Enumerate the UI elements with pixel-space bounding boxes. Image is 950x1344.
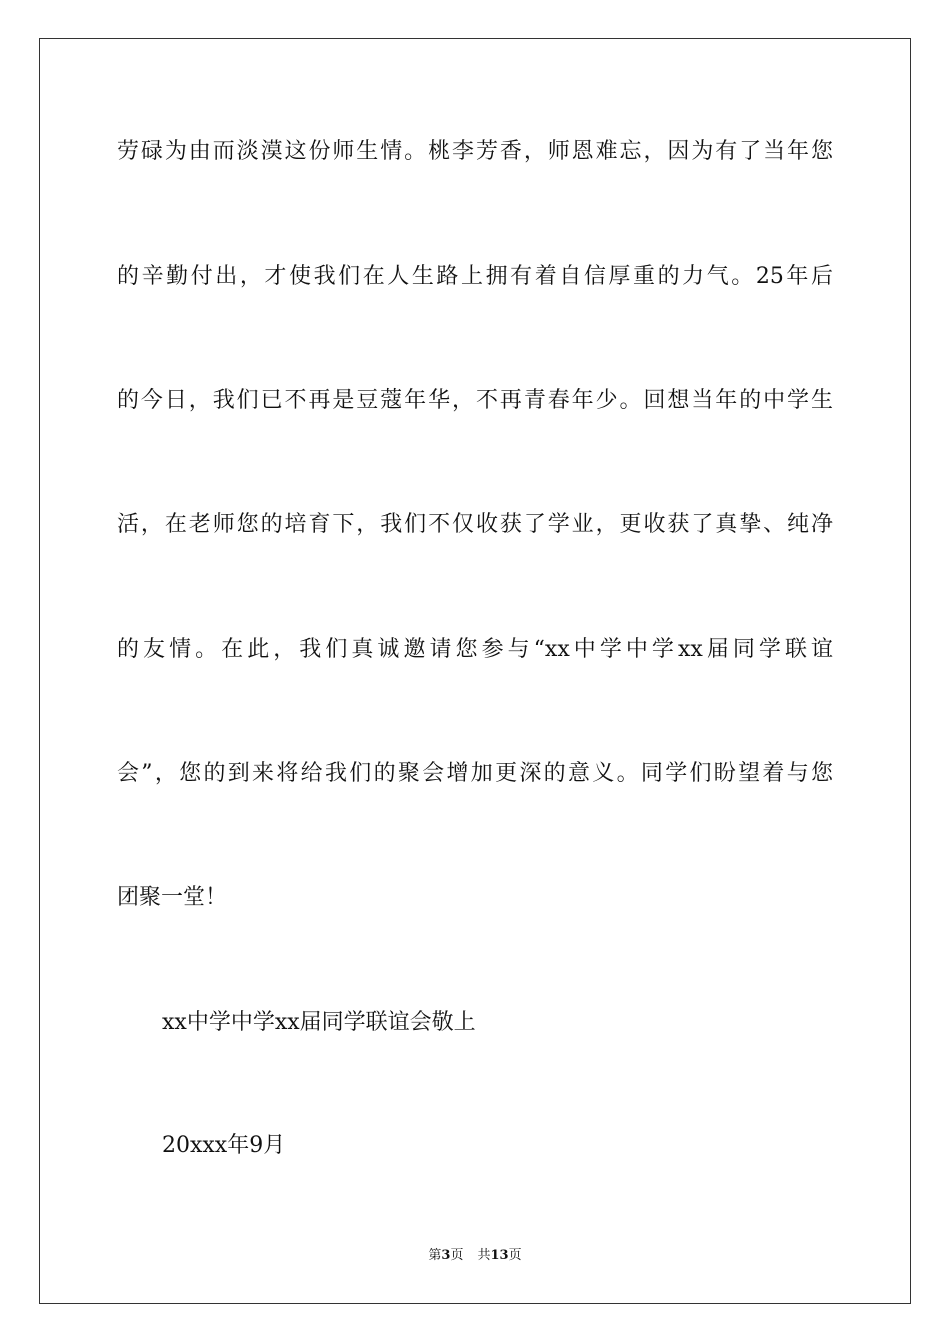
letter-date: 20xxx年9月 [162,1133,286,1158]
paragraph-line: 的今日，我们已不再是豆蔻年华，不再青春年少。回想当年的中学生 [117,388,833,413]
paragraph-line: 会”，您的到来将给我们的聚会增加更深的意义。同学们盼望着与您 [117,761,833,786]
paragraph-line: 团聚一堂！ [117,885,228,910]
page-number: 3 [441,1248,451,1263]
paragraph-line: 的辛勤付出，才使我们在人生路上拥有着自信厚重的力气。25年后 [117,264,833,289]
total-pages: 13 [490,1248,509,1263]
page-border [39,38,911,1304]
signature: xx中学中学xx届同学联谊会敬上 [162,1010,476,1035]
total-prefix: 共 [477,1248,491,1263]
total-suffix: 页 [508,1248,522,1263]
paragraph-line: 活，在老师您的培育下，我们不仅收获了学业，更收获了真挚、纯净 [117,512,833,537]
page-prefix: 第 [428,1248,442,1263]
page-footer [0,1247,950,1265]
paragraph-line: 的友情。在此，我们真诚邀请您参与“xx中学中学xx届同学联谊 [117,637,833,662]
paragraph-line: 劳碌为由而淡漠这份师生情。桃李芳香，师恩难忘，因为有了当年您 [117,139,833,164]
page-suffix: 页 [450,1248,464,1263]
